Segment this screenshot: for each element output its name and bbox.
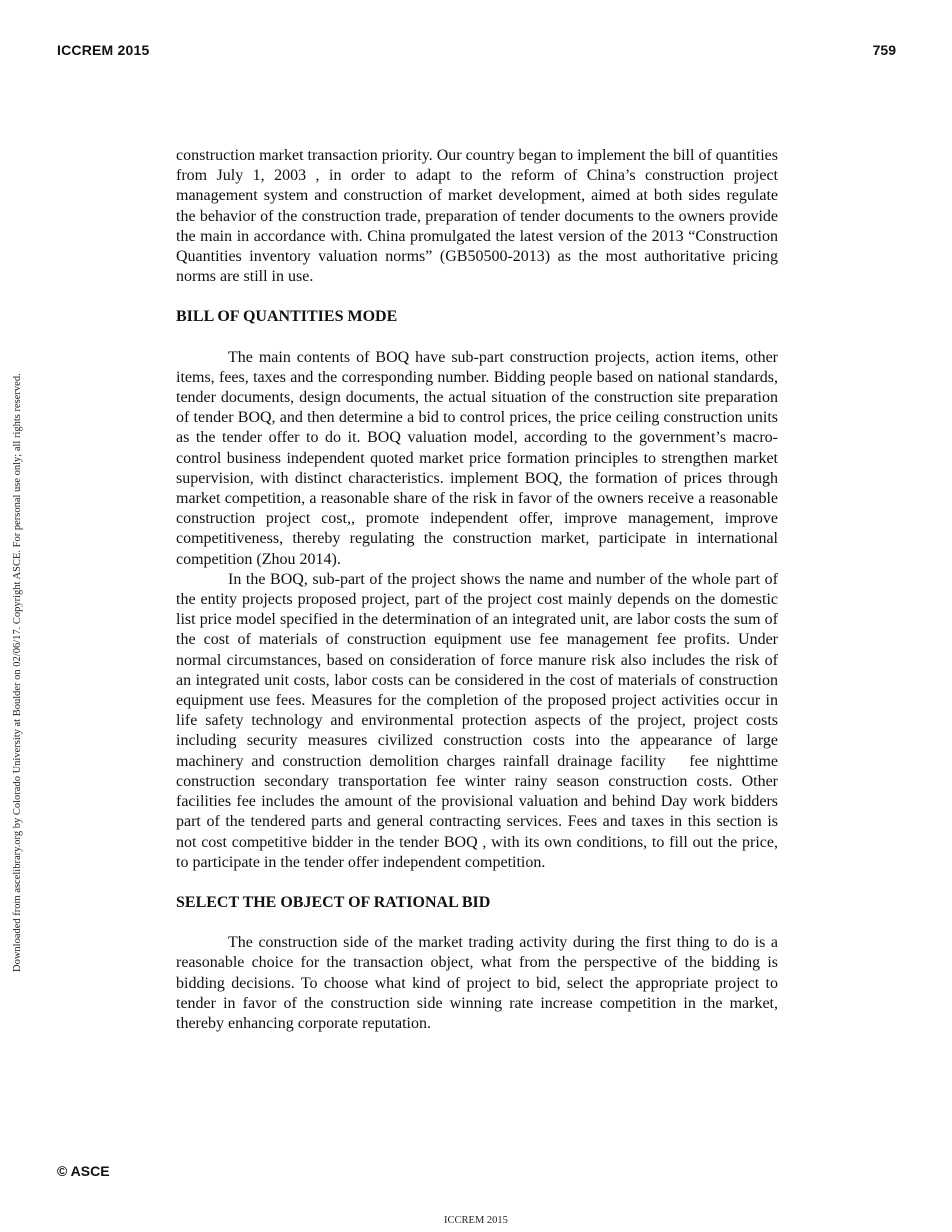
- page-number: 759: [872, 42, 896, 58]
- paragraph: The construction side of the market trading activity during the first thing to do is a reasonable choice for the transaction object, what from the perspective of the bidding is bidding decisions. To choose what kind of project to bid, select the appropriate project to tender in favor of the construction side winning rate increase competition in the market, thereby enhancing corporate reputation.: [176, 934, 778, 1032]
- copyright-label: © ASCE: [57, 1163, 110, 1179]
- download-notice: Downloaded from ascelibrary.org by Colorado University at Boulder on 02/06/17. Copyright ASCE. For personal use only; all rights reserved.: [12, 373, 23, 972]
- paragraph: In the BOQ, sub-part of the project shows the name and number of the whole part of the entity projects proposed project, part of the project cost mainly depends on the domestic list price model specified in the determination of an integrated unit, are labor costs the sum of the cost of materials of construction equipment use fee management fee profits. Under normal circumstances, based on consideration of force manure risk also includes the risk of an integrated unit costs, labor costs can be considered in the cost of materials of construction equipment use fees. Measures for the completion of the proposed project activities occur in life safety technology and environmental protection aspects of the project, project costs including security measures civilized construction costs into the appearance of large machinery and construction demolition charges rainfall drainage facility fee nighttime construction secondary transportation fee winter rainy season construction costs. Other facilities fee includes the amount of the provisional valuation and behind Day work bidders part of the tendered parts and general contracting services. Fees and taxes in this section is not cost competitive bidder in the tender BOQ , with its own conditions, to fill out the price, to participate in the tender offer independent competition.: [176, 570, 778, 871]
- section-heading: BILL OF QUANTITIES MODE: [176, 308, 398, 326]
- running-header: ICCREM 2015: [57, 42, 150, 58]
- paragraph: The main contents of BOQ have sub-part construction projects, action items, other items, fees, taxes and the corresponding number. Bidding people based on national standards, tender documents, design documents, the actual situation of the construction site preparation of tender BOQ, and then determine a bid to control prices, the price ceiling construction units as the tender offer to do it. BOQ valuation model, according to the government’s macro-control business independent quoted market price formation principles to strengthen market supervision, with distinct characteristics. implement BOQ, the formation of prices through market competition, a reasonable share of the risk in favor of the owners receive a reasonable construction project cost,, promote independent offer, improve management, improve competitiveness, thereby regulating the construction market, participate in international competition (Zhou 2014).: [176, 348, 778, 568]
- article-body: [176, 146, 778, 1034]
- paragraph: construction market transaction priority. Our country began to implement the bill of quantities from July 1, 2003 , in order to adapt to the reform of China’s construction project management system and construction of market development, aimed at both sides regulate the behavior of the construction trade, preparation of tender documents to the owners provide the main in accordance with. China promulgated the latest version of the 2013 “Construction Quantities inventory valuation norms” (GB50500-2013) as the most authoritative pricing norms are still in use.: [176, 147, 778, 286]
- section-heading: SELECT THE OBJECT OF RATIONAL BID: [176, 893, 491, 911]
- footer-conference: ICCREM 2015: [444, 1215, 508, 1226]
